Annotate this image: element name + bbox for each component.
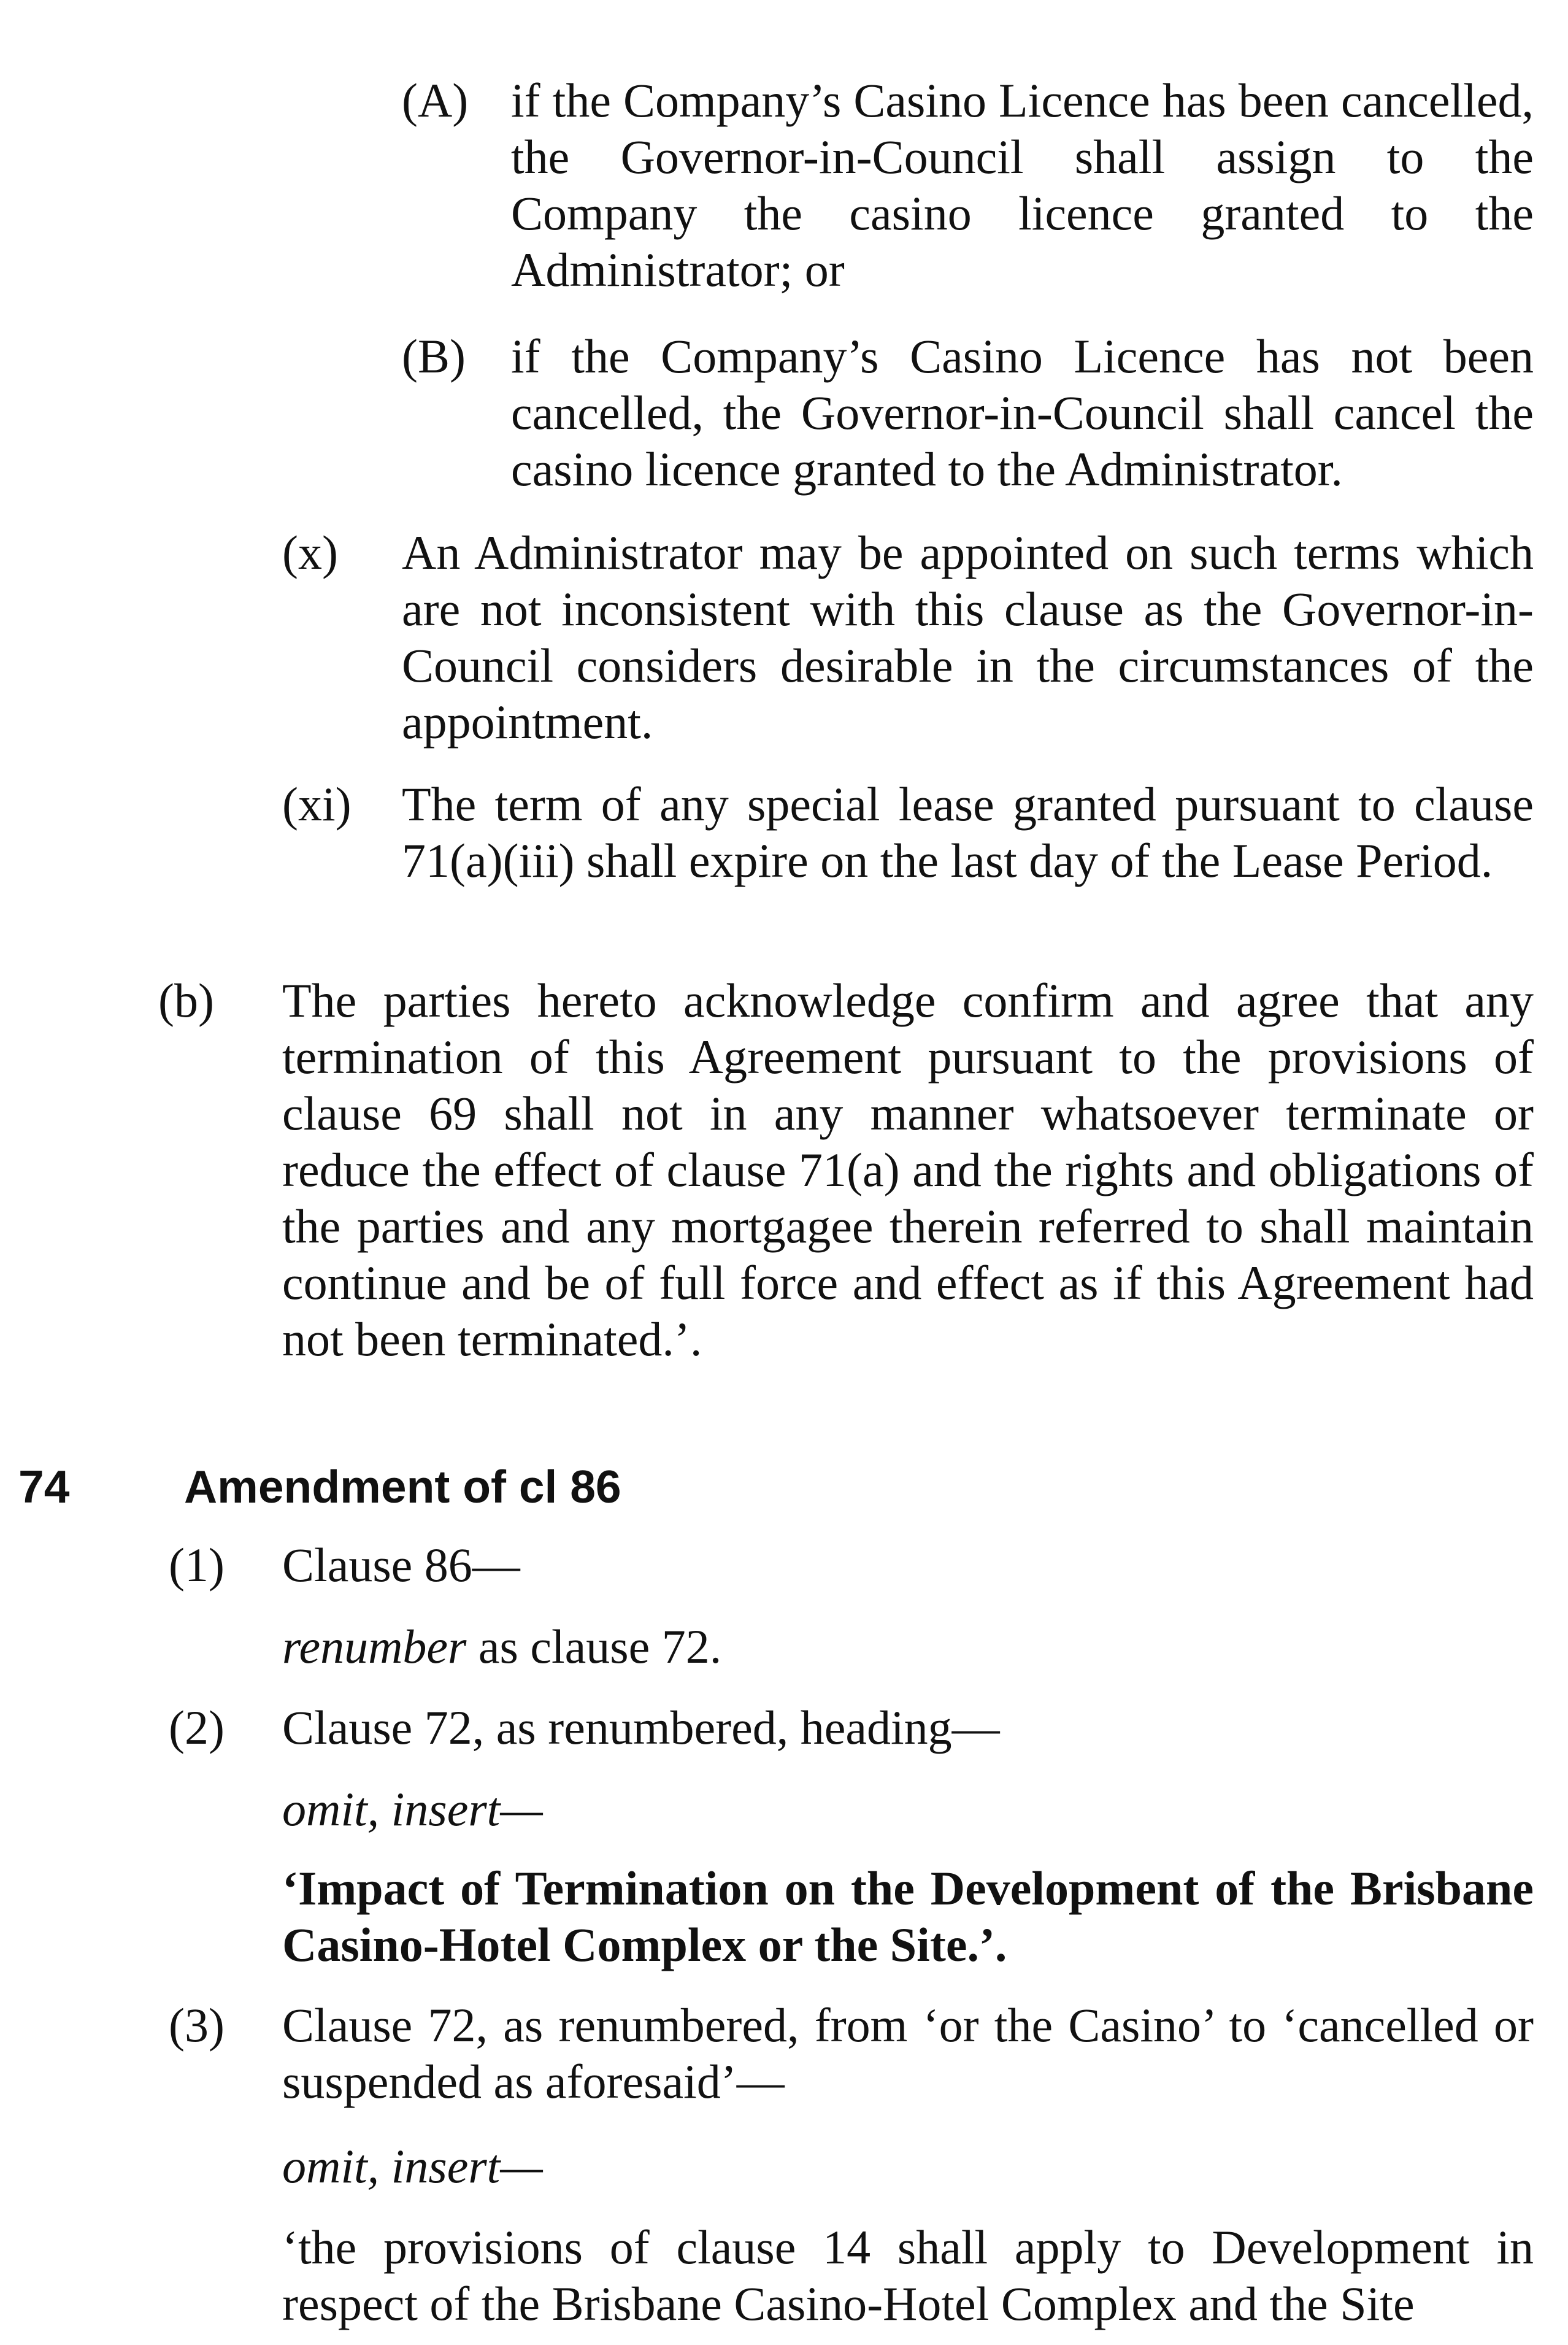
clause-b	[158, 972, 1534, 1368]
paragraph-xi-label: (xi)	[282, 777, 352, 831]
subsection-3-label: (3)	[169, 1998, 225, 2052]
paragraph-xi	[282, 776, 1534, 889]
paragraph-x	[282, 525, 1534, 750]
subsection-3	[169, 1997, 1534, 2110]
subclause-B-text: if the Company’s Casino Licence has not been cancelled, the Governor-in-Council shall cancel the casino licence granted to the Administrator.	[511, 329, 1534, 496]
paragraph-x-text: An Administrator may be appointed on such terms which are not inconsistent with this clause as the Governor-in-Council considers desirable in the circumstances of the appointment.	[402, 526, 1534, 749]
subclause-A-text: if the Company’s Casino Licence has been cancelled, the Governor-in-Council shall assign to the Company the casino licence granted to the Administrator; or	[511, 74, 1534, 296]
subclause-A	[402, 72, 1534, 298]
renumber-target: as clause 72.	[466, 1620, 722, 1673]
section-title: Amendment of cl 86	[184, 1461, 621, 1512]
subsection-2-text: Clause 72, as renumbered, heading—	[282, 1701, 1000, 1754]
section-number: 74	[18, 1461, 70, 1512]
paragraph-xi-text: The term of any special lease granted pursuant to clause 71(a)(iii) shall expire on the last day of the Lease Period.	[402, 777, 1534, 887]
subsection-3-text: Clause 72, as renumbered, from ‘or the Casino’ to ‘cancelled or suspended as aforesaid’—	[282, 1998, 1534, 2108]
subsection-1-instruction	[282, 1619, 1534, 1675]
subclause-B	[402, 328, 1534, 498]
subsection-2	[169, 1700, 1534, 1756]
subsection-2-label: (2)	[169, 1701, 225, 1754]
subsection-2-instruction: omit, insert—	[282, 1782, 543, 1836]
subclause-B-label: (B)	[402, 329, 466, 383]
renumber-instruction: renumber	[282, 1620, 467, 1673]
inserted-text: ‘the provisions of clause 14 shall apply to Development in respect of the Brisbane Casino-Hotel Complex and the Site	[282, 2220, 1534, 2330]
clause-b-label: (b)	[158, 974, 214, 1027]
inserted-heading: ‘Impact of Termination on the Development of the Brisbane Casino-Hotel Complex or the Site.’.	[282, 1862, 1534, 1971]
subsection-1-label: (1)	[169, 1538, 225, 1592]
subsection-3-instruction: omit, insert—	[282, 2139, 543, 2193]
subsection-1-text: Clause 86—	[282, 1538, 520, 1592]
paragraph-x-label: (x)	[282, 526, 338, 579]
subsection-1	[169, 1537, 1534, 1593]
subclause-A-label: (A)	[402, 74, 469, 127]
clause-b-text: The parties hereto acknowledge confirm and agree that any termination of this Agreement pursuant to the provisions of clause 69 shall not in any manner whatsoever terminate or reduce the effect of clause 71(a) and the rights and obligations of the parties and any mortgagee therein referred to shall maintain continue and be of full force and effect as if this Agreement had not been terminated.’.	[282, 974, 1534, 1366]
